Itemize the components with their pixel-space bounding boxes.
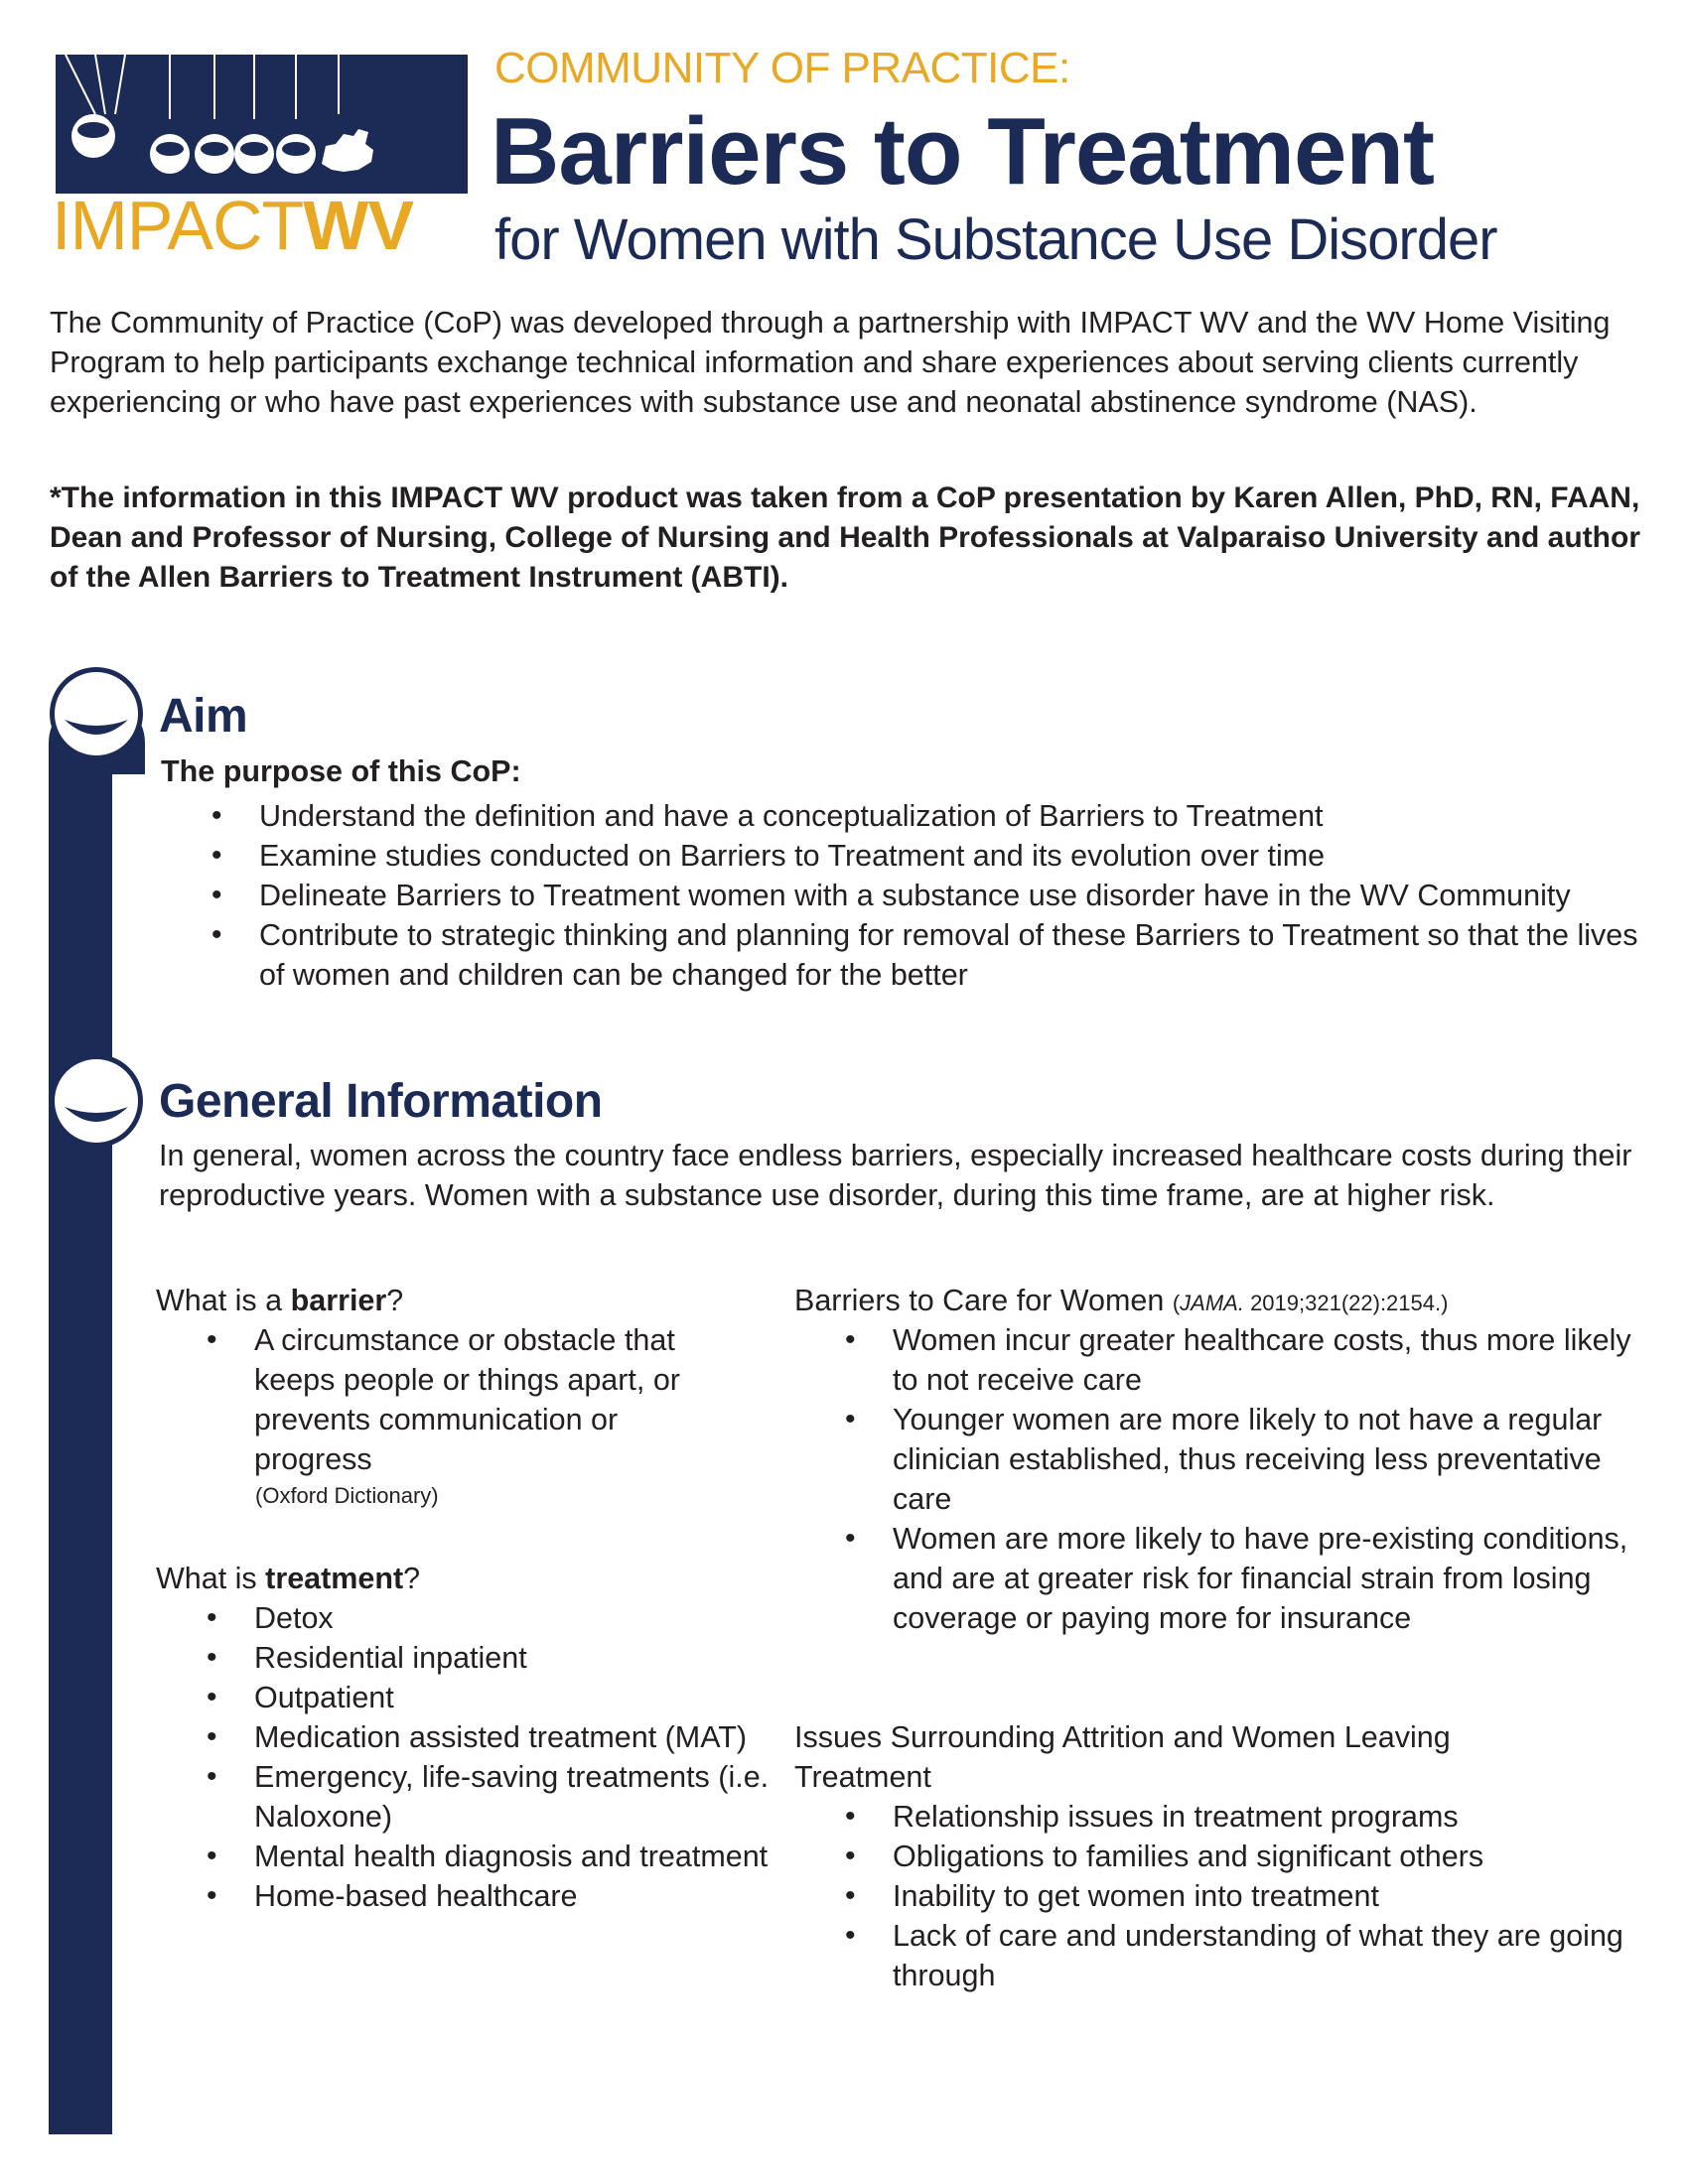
logo-brand-light: IMPACT <box>52 187 304 264</box>
timeline-bar <box>49 695 145 2134</box>
attrition-list <box>794 1797 1648 1995</box>
page-subtitle: for Women with Substance Use Disorder <box>494 207 1497 272</box>
list-item: • Women are more likely to have pre-existing conditions, and are at greater risk for financial strain from losing coverage or paying more for insurance <box>794 1519 1648 1638</box>
barrier-question-suffix: ? <box>386 1284 404 1317</box>
list-item: • Detox <box>156 1598 772 1638</box>
care-barriers-list <box>794 1320 1648 1638</box>
aim-heading: Aim <box>159 690 248 743</box>
intro-paragraph: The Community of Practice (CoP) was developed through a partnership with IMPACT WV and the WV Home Visiting Program to help participants exchange technical information and share experiences about serving clients currently experiencing or who have past experiences with substance use and neonatal abstinence syndrome (NAS). <box>50 306 1611 419</box>
list-item: • Younger women are more likely to not have a regular clinician established, thus receiving less preventative care <box>794 1400 1648 1519</box>
header-eyebrow: COMMUNITY OF PRACTICE: <box>494 44 1070 92</box>
general-paragraph: In general, women across the country face endless barriers, especially increased healthcare costs during their reproductive years. Women with a substance use disorder, during this time frame, are at higher risk. <box>159 1139 1632 1212</box>
newtons-cradle-wv-map-icon <box>56 55 468 194</box>
list-item: • Outpatient <box>156 1678 772 1717</box>
general-heading: General Information <box>159 1075 603 1128</box>
logo-brand-bold: WV <box>303 187 414 264</box>
treatment-term: treatment <box>265 1562 404 1595</box>
list-item: • Obligations to families and significant others <box>794 1837 1648 1876</box>
aim-marker-icon <box>50 667 143 760</box>
treatment-list <box>156 1598 772 1916</box>
list-item: • Understand the definition and have a conceptualization of Barriers to Treatment <box>161 796 1650 836</box>
list-item: • Home-based healthcare <box>156 1876 772 1916</box>
barrier-source: (Oxford Dictionary) <box>255 1483 439 1508</box>
list-item: • Lack of care and understanding of what they are going through <box>794 1916 1648 1995</box>
attrition-heading <box>794 1717 1451 1797</box>
list-item: • Mental health diagnosis and treatment <box>156 1837 772 1876</box>
list-item: • A circumstance or obstacle that keeps people or things apart, or prevents communication or progress <box>156 1320 712 1479</box>
list-item: • Examine studies conducted on Barriers to Treatment and its evolution over time <box>161 836 1650 876</box>
source-note: *The information in this IMPACT WV product was taken from a CoP presentation by Karen Allen, PhD, RN, FAAN, Dean and Professor of Nursing, College of Nursing and Health Professionals at Valparaiso University and author of the Allen Barriers to Treatment Instrument (ABTI). <box>50 481 1641 594</box>
list-item: • Residential inpatient <box>156 1638 772 1678</box>
aim-list <box>161 796 1650 995</box>
list-item: • Women incur greater healthcare costs, thus more likely to not receive care <box>794 1320 1648 1400</box>
aim-lead: The purpose of this CoP: <box>161 754 521 788</box>
barrier-question <box>156 1281 403 1320</box>
list-item: • Inability to get women into treatment <box>794 1876 1648 1916</box>
treatment-question-suffix: ? <box>403 1562 421 1595</box>
citation-open: ( <box>1172 1291 1181 1315</box>
list-item: • Emergency, life-saving treatments (i.e. Naloxone) <box>156 1757 772 1837</box>
barrier-question-prefix: What is a <box>156 1284 291 1317</box>
list-item: • Relationship issues in treatment programs <box>794 1797 1648 1837</box>
citation-rest: 2019;321(22):2154.) <box>1243 1291 1449 1315</box>
citation-journal: JAMA. <box>1180 1291 1244 1315</box>
barrier-term: barrier <box>290 1284 387 1317</box>
treatment-question <box>156 1559 420 1598</box>
care-barriers-heading <box>794 1281 1448 1323</box>
general-marker-icon <box>50 1054 143 1148</box>
attrition-heading-line1: Issues Surrounding Attrition and Women Leaving <box>794 1720 1451 1754</box>
logo-graphic <box>56 55 468 194</box>
barrier-list <box>156 1320 712 1479</box>
logo-wordmark <box>52 187 414 264</box>
list-item: • Contribute to strategic thinking and planning for removal of these Barriers to Treatment so that the lives of women and children can be changed for the better <box>161 915 1650 995</box>
care-barriers-title: Barriers to Care for Women <box>794 1284 1165 1317</box>
page-title: Barriers to Treatment <box>491 98 1435 205</box>
list-item: • Medication assisted treatment (MAT) <box>156 1717 772 1757</box>
attrition-heading-line2: Treatment <box>794 1760 931 1794</box>
treatment-question-prefix: What is <box>156 1562 266 1595</box>
list-item: • Delineate Barriers to Treatment women with a substance use disorder have in the WV Community <box>161 876 1650 915</box>
care-barriers-citation <box>1173 1291 1449 1315</box>
